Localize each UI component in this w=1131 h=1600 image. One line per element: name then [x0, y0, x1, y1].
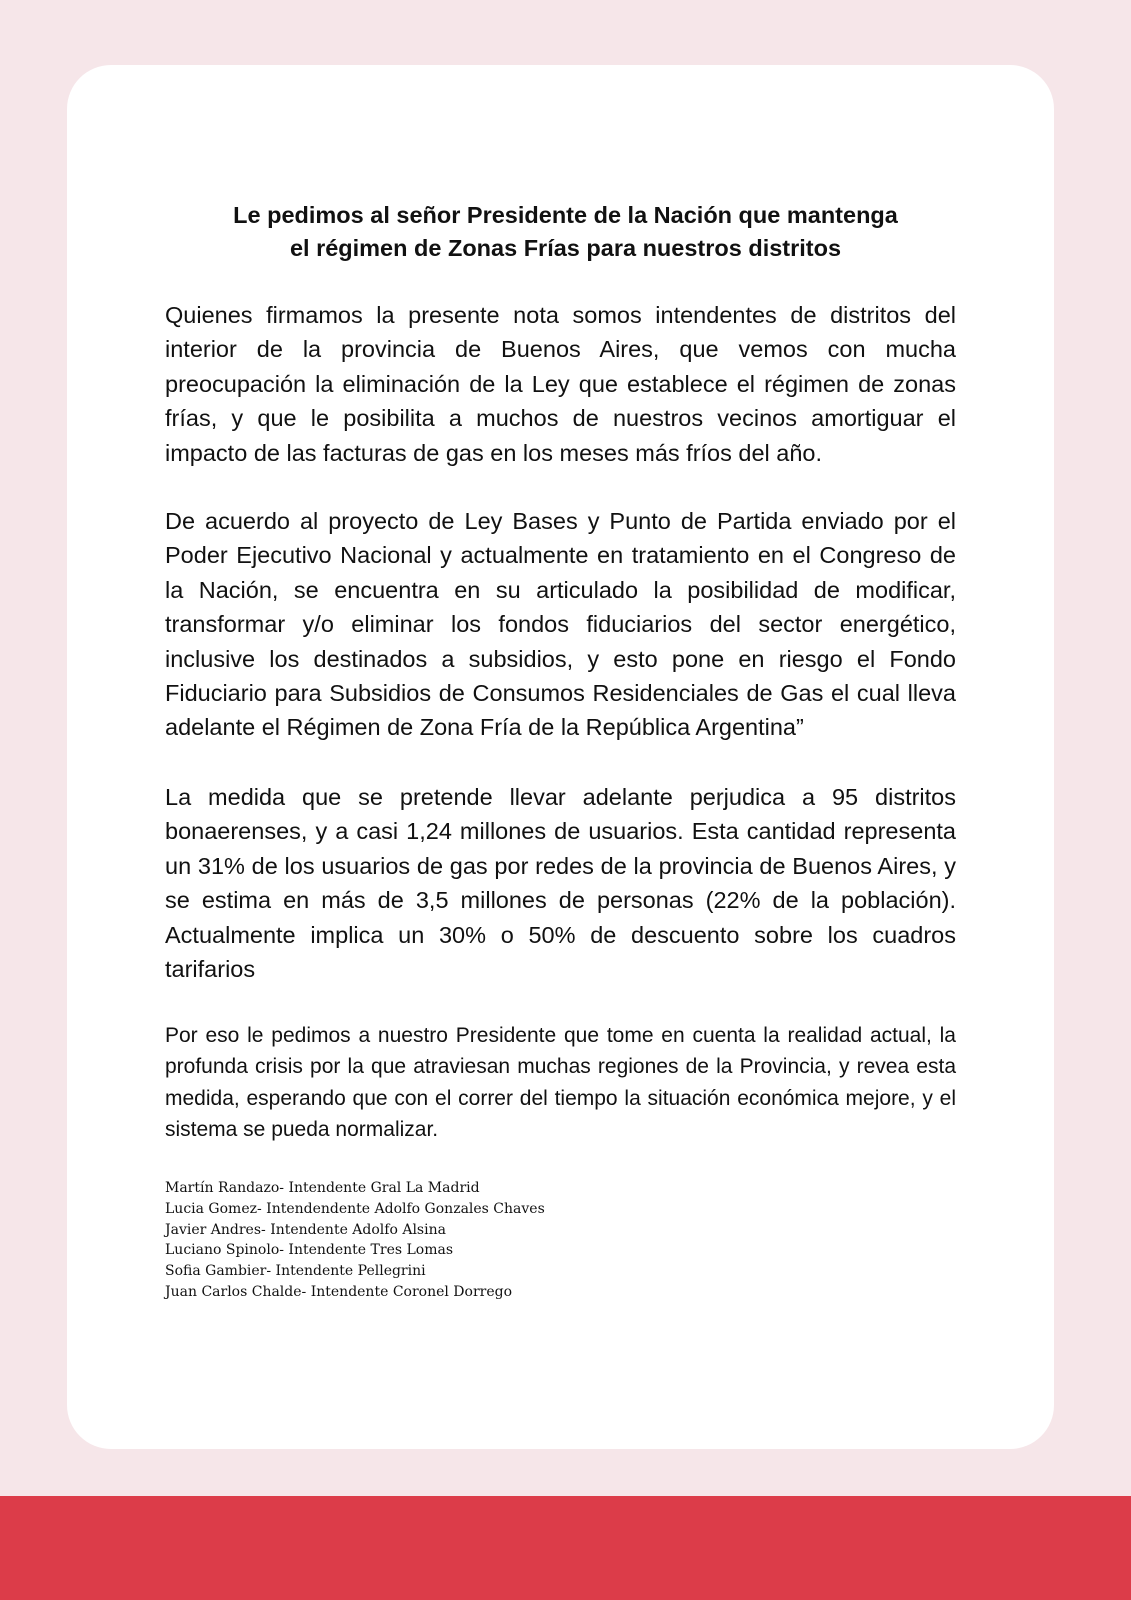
- signature-1: Martín Randazo- Intendente Gral La Madrid: [165, 1180, 480, 1196]
- paragraph-3: La medida que se pretende llevar adelante perjudica a 95 distritos bonaerenses, y a casi 1,24 millones de usuarios. Esta cantidad representa un 31% de los usuarios de gas por redes de la provincia de Buenos Aires, y se estima en más de 3,5 millones de personas (22% de la población). Actualmente implica un 30% o 50% de descuento sobre los cuadros tarifarios: [165, 784, 956, 983]
- signature-3: Javier Andres- Intendente Adolfo Alsina: [165, 1221, 446, 1238]
- title-line-1: Le pedimos al señor Presidente de la Nación que mantenga: [233, 202, 898, 228]
- signature-4: Luciano Spinolo- Intendente Tres Lomas: [165, 1242, 454, 1259]
- paragraph-1: Quienes firmamos la presente nota somos intendentes de distritos del interior de la provincia de Buenos Aires, que vemos con mucha preocupación la eliminación de la Ley que establece el régimen de zonas frías, y que le posibilita a muchos de nuestros vecinos amortiguar el impacto de las facturas de gas en los meses más fríos del año.: [165, 302, 956, 466]
- paragraph-2: De acuerdo al proyecto de Ley Bases y Punto de Partida enviado por el Poder Ejecutivo Nacional y actualmente en tratamiento en el Congreso de la Nación, se encuentra en su articulado la posibilidad de modificar, transformar y/o eliminar los fondos fiduciarios del sector energético, inclusive los destinados a subsidios, y esto pone en riesgo el Fondo Fiduciario para Subsidios de Consumos Residenciales de Gas el cual lleva adelante el Régimen de Zona Fría de la República Argentina”: [165, 508, 956, 741]
- title-line-2: el régimen de Zonas Frías para nuestros distritos: [289, 235, 842, 261]
- paragraph-4: Por eso le pedimos a nuestro Presidente que tome en cuenta la realidad actual, la profunda crisis por la que atraviesan muchas regiones de la Provincia, y revea esta medida, esperando que con el correr del tiempo la situación económica mejore, y el sistema se pueda normalizar.: [165, 1024, 956, 1141]
- footer-band: [0, 1496, 1131, 1600]
- signature-2: Lucia Gomez- Intendendente Adolfo Gonzales Chaves: [165, 1200, 545, 1217]
- signature-6: Juan Carlos Chalde- Intendente Coronel Dorrego: [165, 1283, 513, 1300]
- signature-5: Sofia Gambier- Intendente Pellegrini: [165, 1263, 426, 1280]
- signature-list: [165, 1178, 545, 1303]
- document-title: [120, 199, 1011, 265]
